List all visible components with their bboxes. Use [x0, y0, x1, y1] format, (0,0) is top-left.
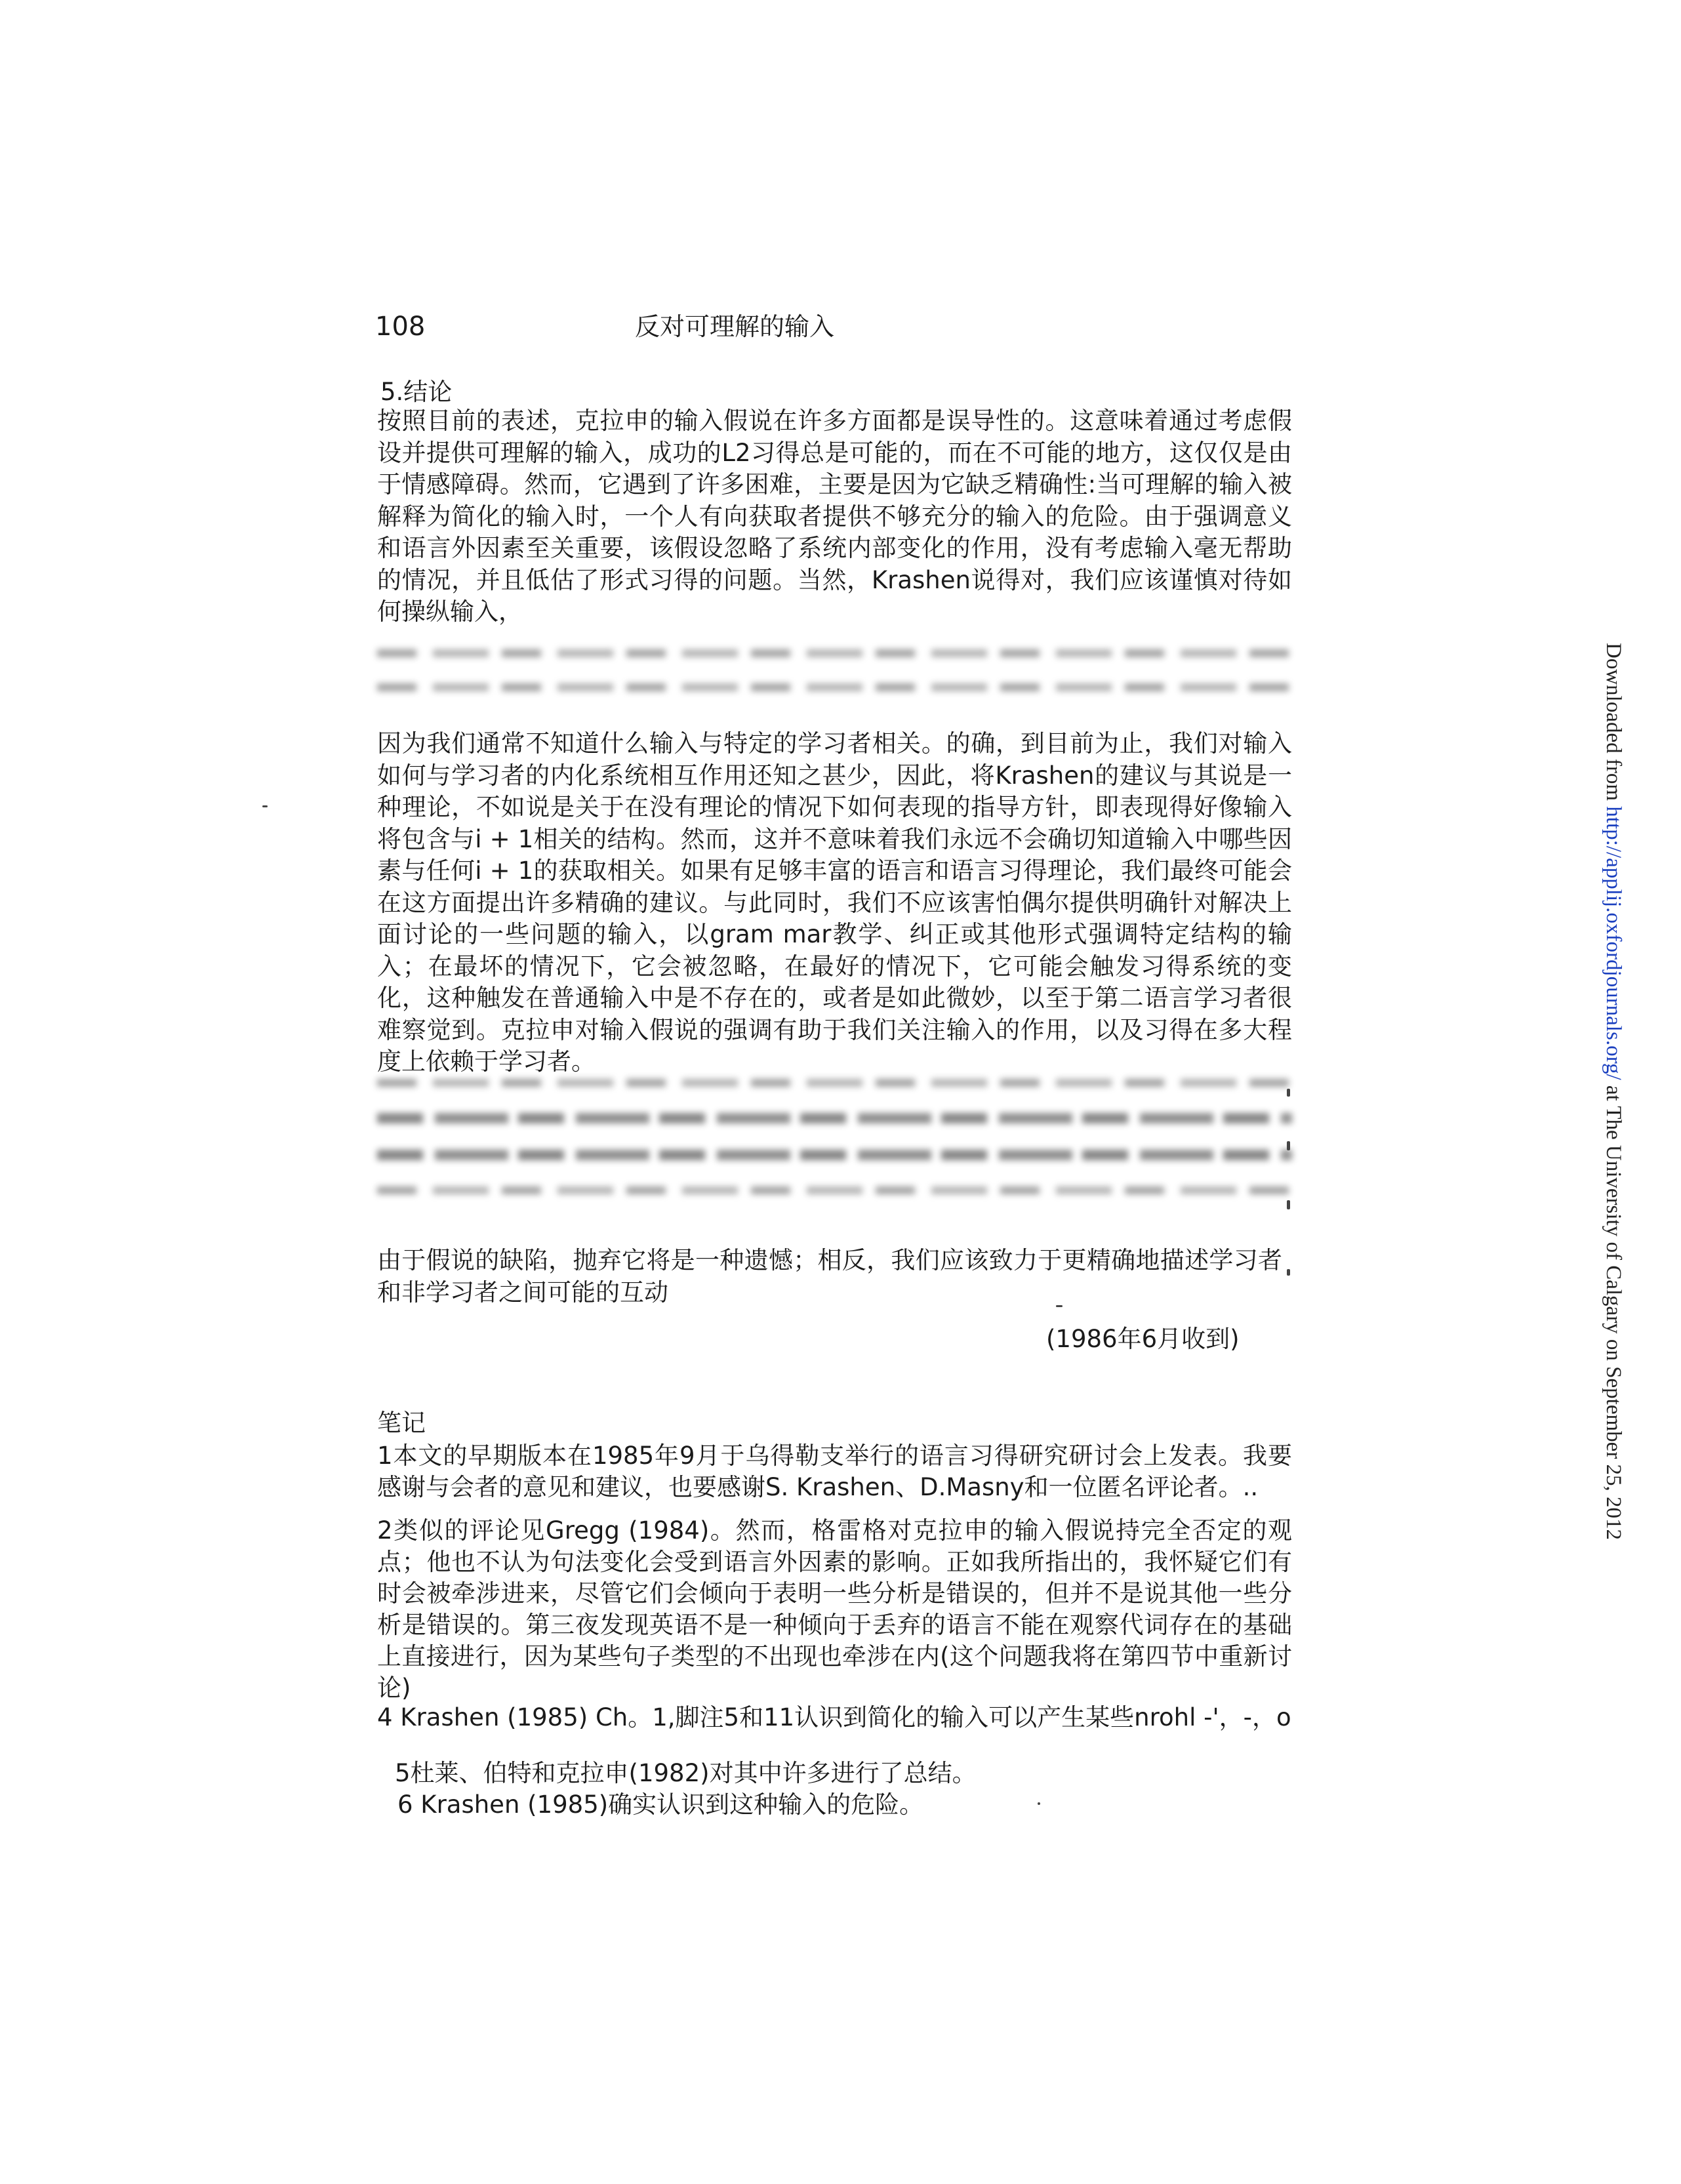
body-paragraph: 因为我们通常不知道什么输入与特定的学习者相关。的确，到目前为止，我们对输入如何与学习者的内化系统相互作用还知之甚少，因此，将Krashen的建议与其说是一种理论，不如说是关于在没有理论的情况下如何表现的指导方针，即表现得好像输入将包含与i + 1相关的结构。然而，这并不意味着我们永远不会确切知道输入中哪些因素与任何i + 1的获取相关。如果有足够丰富的语言和语言习得理论，我们最终可能会在这方面提出许多精确的建议。与此同时，我们不应该害怕偶尔提供明确针对解决上面讨论的一些问题的输入，以gram mar教学、纠正或其他形式强调特定结构的输入；在最坏的情况下，它会被忽略，在最好的情况下，它可能会触发习得系统的变化，这种触发在普通输入中是不存在的，或者是如此微妙，以至于第二语言学习者很难察觉到。克拉申对输入假说的强调有助于我们关注输入的作用，以及习得在多大程度上依赖于学习者。 — [377, 729, 1292, 1076]
footnote: 6 Krashen (1985)确实认识到这种输入的危险。 — [397, 1790, 924, 1819]
footnote: 5杜莱、伯特和克拉申(1982)对其中许多进行了总结。 — [395, 1759, 977, 1787]
credit-prefix: Downloaded from — [1602, 643, 1625, 807]
journal-link[interactable]: http://applij.oxfordjournals.org/ — [1602, 806, 1625, 1080]
blurred-text-region — [377, 649, 1292, 718]
scan-speck — [1287, 1141, 1290, 1150]
scan-speck — [1038, 1802, 1040, 1805]
section-heading: 5.结论 — [380, 378, 453, 406]
body-paragraph: 由于假说的缺陷，抛弃它将是一种遗憾；相反，我们应该致力于更精确地描述学习者和非学习者之间可能的互动 — [377, 1246, 1282, 1306]
page-number: 108 — [375, 312, 426, 342]
footnote: 4 Krashen (1985) Ch。1,脚注5和11认识到简化的输入可以产生某些nrohl -'，-，o — [377, 1703, 1291, 1731]
download-credit — [1600, 643, 1627, 1561]
received-date: (1986年6月收到) — [1046, 1325, 1240, 1353]
notes-heading: 笔记 — [377, 1409, 426, 1437]
scan-speck — [1287, 1269, 1290, 1276]
running-title: 反对可理解的输入 — [635, 312, 835, 341]
body-paragraph: 按照目前的表述，克拉申的输入假说在许多方面都是误导性的。这意味着通过考虑假设并提供可理解的输入，成功的L2习得总是可能的，而在不可能的地方，这仅仅是由于情感障碍。然而，它遇到了许多困难，主要是因为它缺乏精确性:当可理解的输入被解释为简化的输入时，一个人有向获取者提供不够充分的输入的危险。由于强调意义和语言外因素至关重要，该假设忽略了系统内部变化的作用，没有考虑输入毫无帮助的情况，并且低估了形式习得的问题。当然，Krashen说得对，我们应该谨慎对待如何操纵输入， — [377, 407, 1292, 626]
blurred-text-region — [377, 1079, 1292, 1221]
footnote: 1本文的早期版本在1985年9月于乌得勒支举行的语言习得研究研讨会上发表。我要感谢与会者的意见和建议，也要感谢S. Krashen、D.Masny和一位匿名评论者。.. — [377, 1442, 1292, 1501]
scan-speck — [1287, 1089, 1290, 1097]
scan-speck — [262, 805, 268, 807]
scan-speck — [1056, 1305, 1063, 1307]
credit-suffix: at The University of Calgary on September 25, 2012 — [1602, 1080, 1625, 1541]
scan-speck — [1287, 1200, 1290, 1209]
footnote: 2类似的评论见Gregg (1984)。然而，格雷格对克拉申的输入假说持完全否定的观点；他也不认为句法变化会受到语言外因素的影响。正如我所指出的，我怀疑它们有时会被牵涉进来，尽管它们会倾向于表明一些分析是错误的，但并不是说其他一些分析是错误的。第三夜发现英语不是一种倾向于丢弃的语言不能在观察代词存在的基础上直接进行，因为某些句子类型的不出现也牵涉在内(这个问题我将在第四节中重新讨论) — [377, 1516, 1292, 1702]
